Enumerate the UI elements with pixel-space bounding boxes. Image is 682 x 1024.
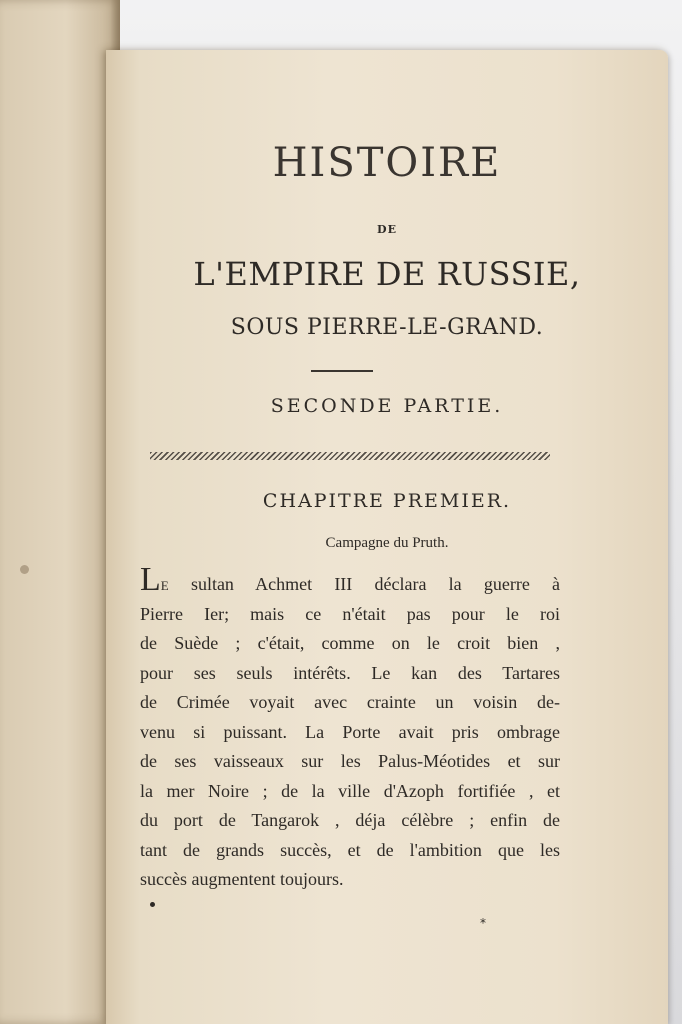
left-page	[0, 0, 120, 1024]
title-rule	[311, 370, 373, 372]
text-line-2: Pierre Ier; mais ce n'était pas pour le roi	[140, 603, 560, 624]
body-paragraph	[140, 561, 560, 895]
text-line-10: tant de grands succès, et de l'ambition que les	[140, 839, 560, 860]
ornamental-wavy-rule	[150, 452, 550, 460]
part-heading: SECONDE PARTIE.	[270, 395, 504, 417]
text-line-5: de Crimée voyait avec crainte un voisin de-	[140, 692, 560, 712]
text-line-4: pour ses seuls intérêts. Le kan des Tartares	[140, 662, 560, 683]
title-de: DE	[377, 223, 397, 236]
foxing-spot	[20, 565, 29, 574]
text-line-9: du port de Tangarok , déja célèbre ; enfin de	[140, 810, 560, 830]
printer-dot-mark	[150, 902, 155, 907]
chapter-heading: CHAPITRE PREMIER.	[262, 490, 512, 512]
text-line-3: de Suède ; c'était, comme on le croit bien ,	[140, 633, 560, 653]
text-line-8: la mer Noire ; de la ville d'Azoph fortifiée , et	[140, 780, 560, 801]
text-line-6: venu si puissant. La Porte avait pris ombrage	[140, 721, 560, 742]
title-empire: L'EMPIRE DE RUSSIE,	[193, 255, 581, 293]
title-pierre: SOUS PIERRE-LE-GRAND.	[230, 315, 544, 340]
signature-mark: *	[480, 916, 486, 930]
text-line-7: de ses vaisseaux sur les Palus-Méotides et sur	[140, 751, 560, 771]
chapter-subtitle: Campagne du Pruth.	[325, 535, 449, 551]
text-line-1: Le sultan Achmet III déclara la guerre à	[140, 561, 560, 598]
book-page	[106, 50, 668, 1024]
drop-cap: L	[140, 561, 161, 598]
title-histoire: HISTOIRE	[272, 140, 502, 186]
text-line-11: succès augmentent toujours.	[140, 869, 344, 889]
